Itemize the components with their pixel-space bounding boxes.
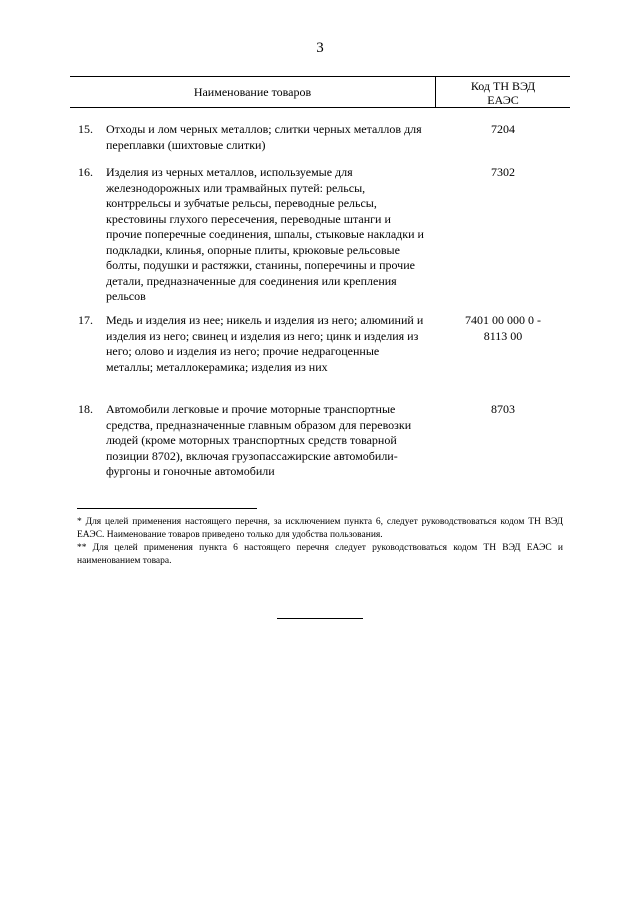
row-number: 16. xyxy=(78,165,93,179)
footnote: * Для целей применения настоящего перечня, за исключением пункта 6, следует руководствоваться кодом ТН ВЭД ЕАЭС. Наименование товаров приведено только для удобства пользования. xyxy=(77,517,563,540)
row-code: 7401 00 000 0 - 8113 00 xyxy=(465,313,541,343)
row-number: 15. xyxy=(78,122,93,136)
row-number: 17. xyxy=(78,313,93,327)
column-header-code: Код ТН ВЭД ЕАЭС xyxy=(470,79,536,107)
row-number: 18. xyxy=(78,402,93,416)
page-number: 3 xyxy=(316,40,324,56)
row-code: 7302 xyxy=(491,165,515,179)
row-goods-name: Автомобили легковые и прочие моторные транспортные средства, предназначенные главным образом для перевозки людей (кроме моторных транспортных средств товарной позиции 8702), включая грузопассажирские автомобили-фургоны и гоночные автомобили xyxy=(106,402,412,478)
end-of-document-line xyxy=(277,618,363,619)
row-goods-name: Отходы и лом черных металлов; слитки черных металлов для переплавки (шихтовые слитки) xyxy=(106,122,422,152)
footnote: ** Для целей применения пункта 6 настоящего перечня следует руководствоваться кодом ТН ВЭД ЕАЭС и наименованием товара. xyxy=(77,543,563,566)
column-header-name: Наименование товаров xyxy=(193,85,312,99)
row-code: 8703 xyxy=(491,402,515,416)
footnote-separator xyxy=(77,508,257,509)
row-code: 7204 xyxy=(491,122,515,136)
footnotes xyxy=(77,516,563,568)
row-goods-name: Медь и изделия из нее; никель и изделия из него; алюминий и изделия из него; свинец и изделия из него; цинк и изделия из него; олово и изделия из него; прочие недрагоценные металлы; металлокерамика; изделия из них xyxy=(106,313,424,374)
row-goods-name: Изделия из черных металлов, используемые для железнодорожных или трамвайных путей: рельсы, контррельсы и зубчатые рельсы, переводные рельсы, крестовины глухого пересечения, переводные штанги и прочие поперечные соединения, шпалы, стыковые накладки и подкладки, клинья, опорные плиты, крюковые рельсовые болты, подушки и растяжки, станины, поперечины и прочие детали, предназначенные для соединения или крепления рельсов xyxy=(106,165,424,303)
table-header xyxy=(70,76,570,108)
